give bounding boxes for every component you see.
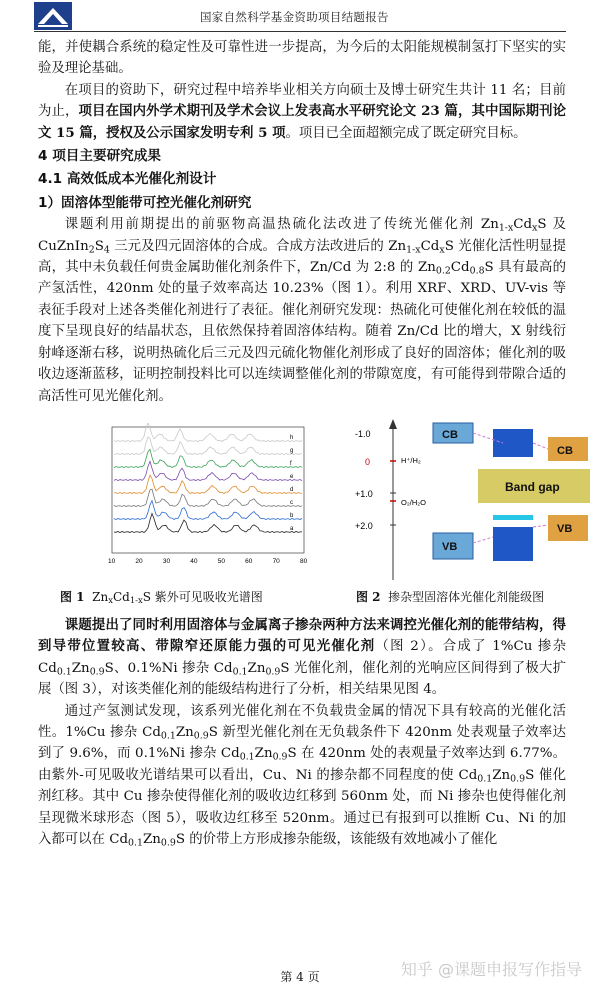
tick-0: 0 [365, 456, 371, 467]
figure-1-caption-text: 紫外可见吸收光谱图 [154, 589, 263, 604]
x-tick-label: 70 [272, 557, 280, 565]
o-label: O₂/H₂O [401, 497, 426, 507]
x-tick-label: 80 [300, 557, 308, 565]
curve-label: b [290, 512, 294, 519]
vb-label-left: VB [442, 540, 458, 553]
paragraph-solid-solution: 课题利用前期提出的前驱物高温热硫化法改进了传统光催化剂 $Zn_{1-x}Cd_xS$ 及$CuZnIn_2S_4$ 三元及四元固溶体的合成。合成方法改进后的 $Zn_{1-x}Cd_xS$ 光催化活性明显提高，其中未负载任何贵金属助催化剂条件下，Zn/Cd 为 2:8 的 $Zn_{0.2}Cd_{0.8}S$ 具有最高的产氢活性，420nm 处的量子效率高达 10.23%（图 1）。利用 XRF、XRD、UV-vis 等表征手段对上述各类催化剂进行了表征。催化剂研究发现：热硫化可使催化剂在较低的温度下呈现良好的结晶状态，且依然保持着固溶体结构。随着 Zn/Cd 比的增大，X 射线衍射峰逐渐右移，说明热硫化后三元及四元硫化物催化剂形成了良好的固溶体；催化剂的吸收边逐渐蓝移，证明控制投料比可以连续调整催化剂的带隙宽度，有可能得到带隙合适的高活性可见光催化剂。 [38, 217, 566, 404]
header-rule [34, 31, 566, 32]
x-tick-label: 60 [245, 557, 253, 565]
curve-label: c [290, 499, 293, 506]
cb-label-right: CB [557, 444, 573, 457]
x-tick-label: 30 [162, 557, 171, 565]
energy-level-diagram [333, 415, 593, 585]
curve-label: d [290, 486, 294, 493]
figures-row [38, 415, 573, 615]
subsection-heading-1: 1）固溶体型能带可控光催化剂研究 [38, 194, 252, 211]
paragraph-hydrogen-test: 通过产氢测试发现，该系列光催化剂在不负载贵金属的情况下具有较高的光催化活性。1%Cu 掺杂 $Cd_{0.1}Zn_{0.9}S$ 新型光催化剂在无负载条件下 420nm 处表观量子效率达到了 9.6%，而 0.1%Ni 掺杂 $Cd_{0.1}Zn_{0.9}S$ 在 420nm 处的表观量子效率达到 6.77%。由紫外-可见吸收光谱结果可以看出，Cu、Ni 的掺杂都不同程度的使 $Cd_{0.1}Zn_{0.9}S$ 催化剂红移。其中 Cu 掺杂使得催化剂的吸收边红移到 560nm 处，而 Ni 掺杂也使得催化剂呈现微米球形态（图 5），吸收边红移至 520nm。通过已有报到可以推断 Cu、Ni 的加入都可以在 $Cd_{0.1}Zn_{0.9}S$ 的价带上方形成掺杂能级，该能级有效地减小了催化 [38, 703, 566, 849]
tick-plus1: +1.0 [355, 488, 373, 499]
curve-label: f [290, 460, 292, 467]
h-label: H⁺/H₂ [401, 455, 421, 465]
vb-label-right: VB [557, 522, 573, 535]
dopant-level [493, 515, 533, 520]
band-gap-label: Band gap [505, 479, 560, 494]
figure-2-caption-text: 掺杂型固溶体光催化剂能级图 [388, 589, 545, 604]
achievements-text-c: 。项目已全面超额完成了既定研究目标。 [285, 125, 527, 141]
x-tick-label: 20 [135, 557, 143, 565]
page-footer: 第 4 页 [280, 970, 320, 984]
paragraph-achievements [38, 80, 566, 144]
curve-label: h [290, 434, 294, 441]
curve-label: a [290, 525, 294, 532]
energy-axis-arrow-icon [389, 419, 397, 429]
figure-2-label: 图 2 [356, 589, 381, 604]
vb-level-blue [493, 527, 533, 561]
page-content [38, 37, 573, 850]
figure-2-caption [356, 587, 544, 608]
achievements-text-a: 在项目的资助下，研究过程中培养毕业相关方向硕士及博士研究生共计 11 名；目前为止， [38, 82, 566, 120]
section-heading-4-1: 4.1 高效低成本光催化剂设计 [38, 171, 217, 188]
x-tick-label: 40 [190, 557, 198, 565]
tick-minus1: -1.0 [355, 428, 371, 439]
header-title: 国家自然科学基金资助项目结题报告 [200, 10, 389, 24]
uv-vis-spectrum-figure [100, 423, 310, 573]
curve-label: e [290, 473, 294, 480]
tick-plus2: +2.0 [355, 520, 373, 531]
curve-label: g [290, 447, 294, 454]
cb-level-blue [493, 429, 533, 457]
page-header [0, 0, 600, 34]
watermark: 知乎 @课题申报写作指导 [400, 960, 582, 979]
figure-1-caption: 图 1 $Zn_xCd_{1-x}S$ 紫外可见吸收光谱图 [60, 589, 263, 605]
figure-1-label: 图 1 [60, 589, 85, 604]
section-heading-4: 4 项目主要研究成果 [38, 148, 161, 165]
cb-label-left: CB [442, 428, 458, 441]
x-tick-label: 10 [108, 557, 116, 565]
x-tick-label: 50 [217, 557, 225, 565]
paragraph-intro-tail: 能，并使耦合系统的稳定性及可靠性进一步提高，为今后的太阳能规模制氢打下坚实的实验及理论基础。 [38, 40, 566, 77]
achievements-text-bold: 项目在国内外学术期刊及学术会议上发表高水平研究论文 23 篇，其中国际期刊论文 15 篇，授权及公示国家发明专利 5 项 [38, 103, 567, 141]
paragraph-doping: 课题提出了同时利用固溶体与金属离子掺杂两种方法来调控光催化剂的能带结构，得到导带位置较高、带隙窄还原能力强的可见光催化剂（图 2）。合成了 1%Cu 掺杂 $Cd_{0.1}Zn_{0.9}S$、0.1%Ni 掺杂 $Cd_{0.1}Zn_{0.9}S$ 光催化剂，催化剂的光响应区间得到了极大扩展（图 3），对该类催化剂的能级结构进行了分析，相关结果见图 4。 [38, 616, 566, 698]
nsfc-logo-icon [34, 2, 72, 30]
